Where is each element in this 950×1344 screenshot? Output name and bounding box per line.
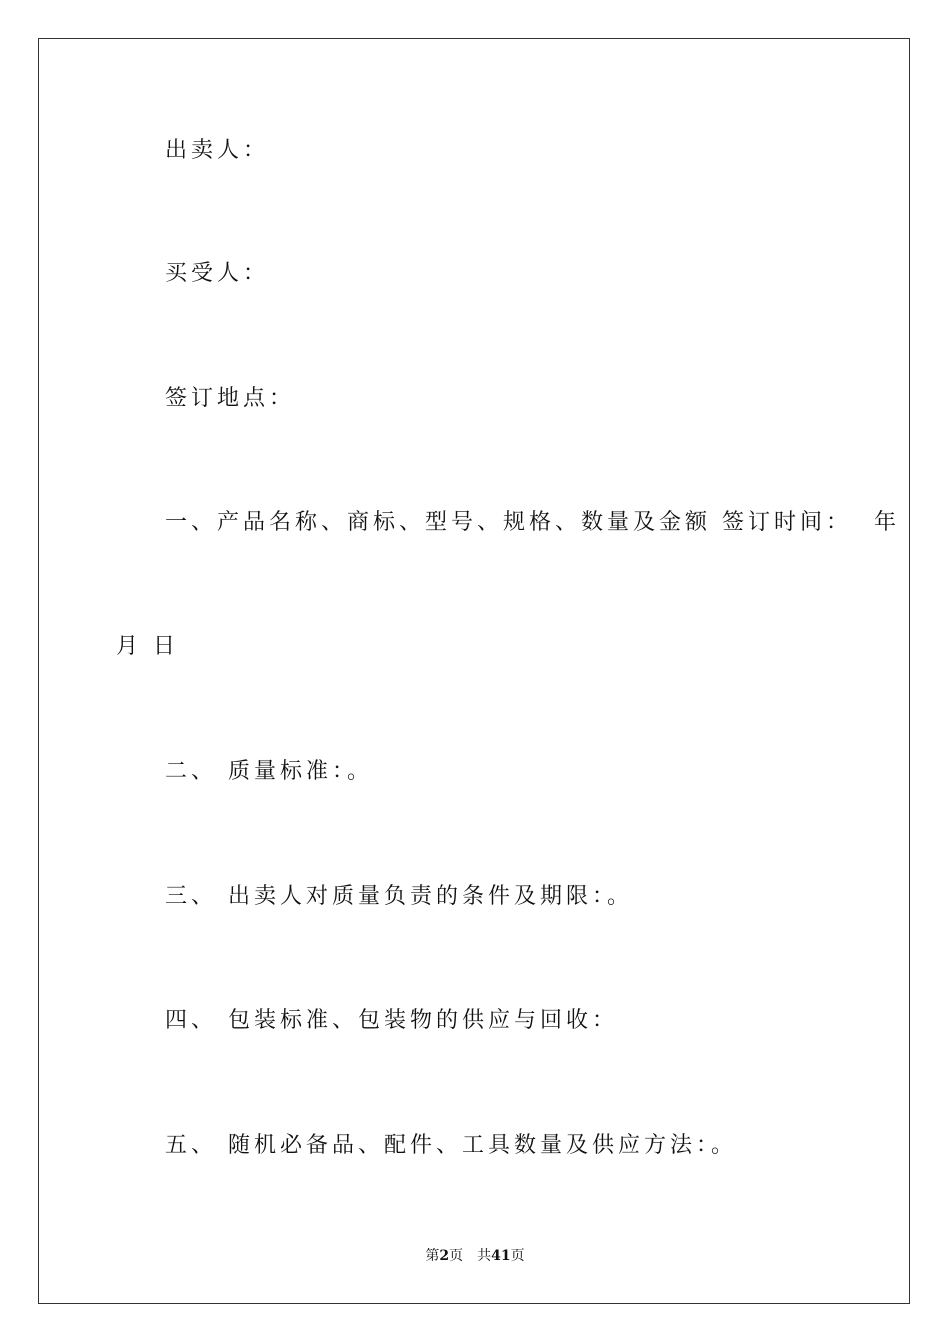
footer-mid: 页 共 [449,1248,492,1264]
clause-2-line: 二、 质量标准：。 [165,759,373,784]
clause-4-line: 四、 包装标准、包装物的供应与回收： [165,1008,618,1033]
seller-line: 出卖人： [165,138,270,163]
clause-5-line: 五、 随机必备品、配件、工具数量及供应方法：。 [165,1133,737,1158]
clause-1-line: 一、产品名称、商标、型号、规格、数量及金额 签订时间： 年 [165,510,900,535]
page-footer [0,1246,950,1266]
clause-3-line: 三、 出卖人对质量负责的条件及期限：。 [165,884,633,909]
page-border [38,38,910,1304]
footer-prefix: 第 [425,1248,440,1264]
signing-place-line: 签订地点： [165,386,296,411]
current-page-number: 2 [439,1248,450,1264]
buyer-line: 买受人： [165,261,270,286]
total-page-number: 41 [491,1248,511,1264]
footer-suffix: 页 [510,1248,525,1264]
clause-1-continuation: 月 日 [116,634,179,659]
